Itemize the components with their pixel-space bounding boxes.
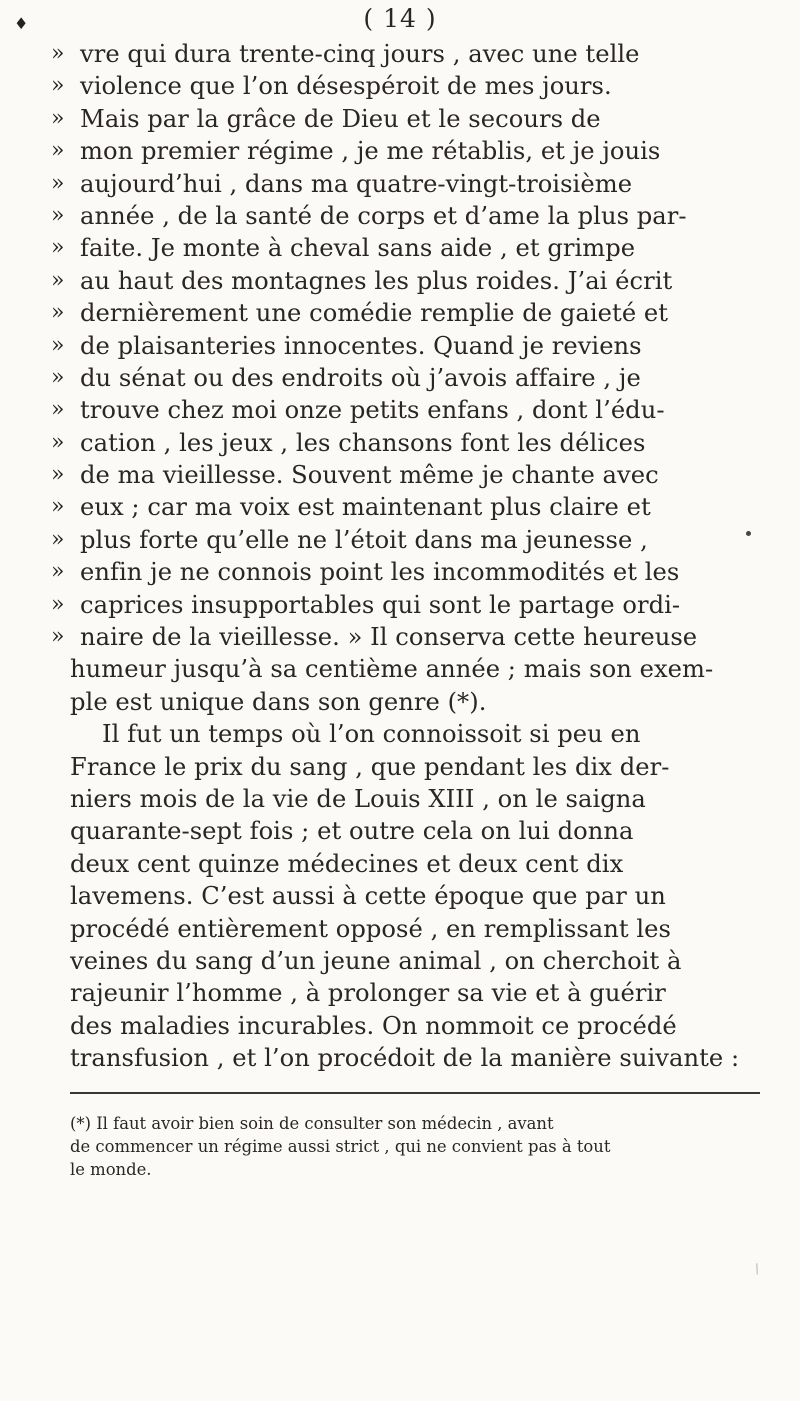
quote-mark: » [51,526,65,552]
line-text: de ma vieillesse. Souvent même je chante avec [80,461,659,490]
line-text: trouve chez moi onze petits enfans , dont l’édu- [80,396,665,425]
line-text: lavemens. C’est aussi à cette époque que par un [70,882,666,911]
text-line [70,751,750,783]
quote-mark: » [51,267,65,293]
text-line [70,1010,750,1042]
text-line [51,621,750,653]
quote-mark: » [51,397,65,423]
text-line [51,330,750,362]
line-text: transfusion , et l’on procédoit de la manière suivante : [70,1044,740,1073]
footnote-rule [70,1092,760,1095]
quote-mark: » [51,73,65,99]
quote-mark: » [51,202,65,228]
text-line [51,589,750,621]
quote-mark: » [51,591,65,617]
text-line [51,556,750,588]
line-text: procédé entièrement opposé , en remplissant les [70,914,672,943]
text-line [51,38,750,70]
line-text: Il fut un temps où l’on connoissoit si peu en [102,720,641,749]
line-text: enfin je ne connois point les incommodités et les [80,558,680,587]
quote-mark: » [51,462,65,488]
line-text: caprices insupportables qui sont le partage ordi- [80,590,681,619]
line-text: de plaisanteries innocentes. Quand je reviens [80,331,642,360]
line-text: vre qui dura trente-cinq jours , avec une telle [80,40,640,68]
text-line [70,653,750,685]
text-line [51,265,750,297]
text-line [51,524,750,556]
text-line [51,427,750,459]
line-text: France le prix du sang , que pendant les dix der- [70,752,670,781]
line-text: deux cent quinze médecines et deux cent dix [70,849,624,878]
line-text: veines du sang d’un jeune animal , on cherchoit à [70,946,682,975]
margin-ornament: ♦ [14,14,29,33]
footnote-line: (*) Il faut avoir bien soin de consulter son médecin , avant [70,1114,554,1133]
line-text: rajeunir l’homme , à prolonger sa vie et à guérir [70,979,666,1008]
line-text: quarante-sept fois ; et outre cela on lui donna [70,817,634,846]
text-line [51,362,750,394]
quote-mark: » [51,41,65,66]
line-text: cation , les jeux , les chansons font les délices [80,428,646,457]
page-number: ( 14 ) [363,4,437,33]
line-text: violence que l’on désespéroit de mes jours. [80,72,612,101]
line-text: naire de la vieillesse. » Il conserva cette heureuse [80,623,698,652]
body-text [51,38,750,1075]
text-line [51,232,750,264]
text-line [70,913,750,945]
quote-mark: » [51,559,65,585]
text-line [70,686,750,718]
line-text: du sénat ou des endroits où j’avois affaire , je [80,363,641,392]
line-text: au haut des montagnes les plus roides. J’ai écrit [80,266,673,295]
text-line [70,815,750,847]
line-text: aujourd’hui , dans ma quatre-vingt-troisième [80,169,633,198]
quote-mark: » [51,494,65,520]
text-line [51,70,750,102]
quote-mark: » [51,332,65,358]
line-text: niers mois de la vie de Louis XIII , on le saigna [70,784,646,813]
line-text: Mais par la grâce de Dieu et le secours de [80,104,601,133]
text-line [51,135,750,167]
text-line [70,977,750,1009]
text-line [51,459,750,491]
text-line [51,394,750,426]
line-text: ple est unique dans son genre (*). [70,687,487,716]
line-text: dernièrement une comédie remplie de gaieté et [80,299,669,328]
text-line [70,718,750,750]
text-line [70,848,750,880]
quote-mark: » [51,105,65,131]
quote-mark: » [51,364,65,390]
text-line [51,103,750,135]
text-line [70,880,750,912]
text-line [70,945,750,977]
text-line [51,168,750,200]
quote-mark: » [51,170,65,196]
footnote-line: de commencer un régime aussi strict , qui ne convient pas à tout [70,1137,611,1156]
corner-pencil-mark: / [752,1261,762,1278]
line-text: eux ; car ma voix est maintenant plus claire et [80,493,651,522]
text-line [70,783,750,815]
line-text: humeur jusqu’à sa centième année ; mais son exem- [70,655,714,684]
text-line [51,491,750,523]
quote-mark: » [51,624,65,650]
line-text: mon premier régime , je me rétablis, et je jouis [80,137,661,166]
quote-mark: » [51,138,65,164]
line-text: plus forte qu’elle ne l’étoit dans ma jeunesse , [80,525,648,554]
text-line [70,1042,750,1074]
footnote-line: le monde. [70,1160,152,1179]
ink-spot [746,531,751,536]
quote-mark: » [51,235,65,261]
quote-mark: » [51,429,65,455]
text-line [51,200,750,232]
line-text: des maladies incurables. On nommoit ce procédé [70,1011,677,1040]
text-line [51,297,750,329]
line-text: faite. Je monte à cheval sans aide , et grimpe [80,234,636,263]
quote-mark: » [51,300,65,326]
footnote [70,1112,760,1181]
line-text: année , de la santé de corps et d’ame la plus par- [80,201,687,230]
